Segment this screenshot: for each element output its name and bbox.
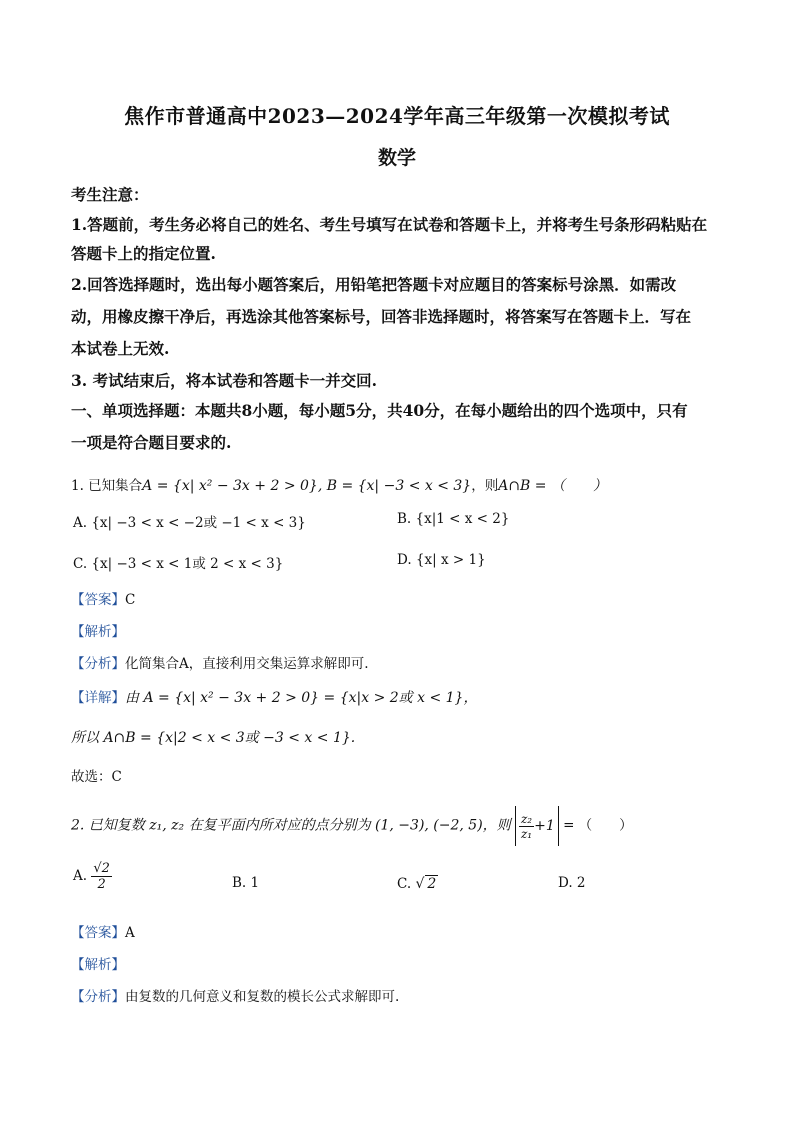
notice-heading: 考生注意： [71,185,149,204]
q2-frac-den: z₁ [520,827,533,841]
q1-answer-line [71,588,135,608]
q2-option-c-label: C. [397,876,412,892]
q2-option-a [73,862,112,891]
sqrt-icon: √ [415,876,425,892]
subject-title: 数学 [377,147,416,169]
q1-xiangjie: 由 A = {x| x² − 3x + 2 > 0} = {x|x > 2或 x < 1}， [125,690,478,706]
q2-fenxi-tag: 【分析】 [71,989,125,1005]
q2-option-a-fraction [91,862,112,891]
q2-fenxi: 由复数的几何意义和复数的模长公式求解即可. [125,989,400,1005]
notice-item-1-line-2: 答题卡上的指定位置. [71,244,216,263]
q1-answer: C [125,592,136,608]
q1-stem-suffix: ，则 [471,478,499,494]
question-2-stem [71,806,633,846]
notice-item-3: 3. 考试结束后，将本试卷和答题卡一并交回. [71,371,377,390]
q1-set-b: , B = {x| −3 < x < 3} [317,478,472,494]
notice-item-2-line-3: 本试卷上无效. [71,339,170,358]
section-1-line-1: 一、单项选择题：本题共8小题，每小题5分，共40分，在每小题给出的四个选项中，只有 [71,401,688,420]
q2-option-b: B. 1 [232,875,260,891]
q1-analysis-line [71,620,125,640]
q1-ask: A∩B = （ ） [498,478,607,494]
q1-fenxi: 化简集合A，直接利用交集运算求解即可. [125,656,369,672]
q2-answer: A [125,925,135,941]
q2-option-c-value: 2 [427,876,437,892]
q1-xiangjie-tag: 【详解】 [71,690,125,706]
q1-fenxi-tag: 【分析】 [71,656,125,672]
q2-analysis-tag: 【解析】 [71,957,125,973]
q1-therefore: 所以 A∩B = {x|2 < x < 3或 −3 < x < 1}. [71,730,356,746]
q1-answer-tag: 【答案】 [71,592,125,608]
question-1-stem [71,474,607,495]
q2-fenxi-line [71,985,399,1005]
q2-ask: = （ ） [563,817,633,834]
q1-analysis-tag: 【解析】 [71,624,125,640]
q2-fraction [519,813,534,840]
q2-option-a-den: 2 [97,877,106,892]
q2-answer-tag: 【答案】 [71,925,125,941]
notice-item-1-line-1: 1.答题前，考生务必将自己的姓名、考生号填写在试卷和答题卡上，并将考生号条形码粘贴在 [71,215,708,234]
q1-option-a: A. {x| −3 < x < −2或 −1 < x < 3} [73,515,306,531]
q2-option-a-label: A. [73,868,88,884]
q1-option-b: B. {x|1 < x < 2} [397,511,510,527]
section-1-line-2: 一项是符合题目要求的. [71,433,232,452]
q2-stem-tail: +1 [534,818,555,834]
q2-abs-expression [515,806,559,846]
q1-option-d: D. {x| x > 1} [397,552,486,568]
q1-stem-prefix: 1. 已知集合 [71,478,143,494]
q2-option-d: D. 2 [558,875,586,891]
q2-stem: 2. 已知复数 z₁, z₂ 在复平面内所对应的点分别为 (1, −3), (−2, 5)，则 [71,817,511,834]
q1-choose: 故选：C [71,769,122,785]
q2-frac-num: z₂ [520,812,533,826]
q1-option-c: C. {x| −3 < x < 1或 2 < x < 3} [73,556,284,572]
q2-analysis-line [71,953,125,973]
q2-option-a-num: √2 [93,861,110,876]
q2-option-c [397,875,438,892]
q1-set-a: A = {x| x² − 3x + 2 > 0} [142,478,318,494]
q1-fenxi-line [71,652,369,672]
notice-item-2-line-2: 动，用橡皮擦干净后，再选涂其他答案标号，回答非选择题时，将答案写在答题卡上．写在 [71,307,692,326]
notice-item-2-line-1: 2.回答选择题时，选出每小题答案后，用铅笔把答题卡对应题目的答案标号涂黑．如需改 [71,275,677,294]
q1-xiangjie-line [71,686,477,707]
exam-title: 焦作市普通高中2023—2024学年高三年级第一次模拟考试 [124,104,670,128]
q2-answer-line [71,921,135,941]
